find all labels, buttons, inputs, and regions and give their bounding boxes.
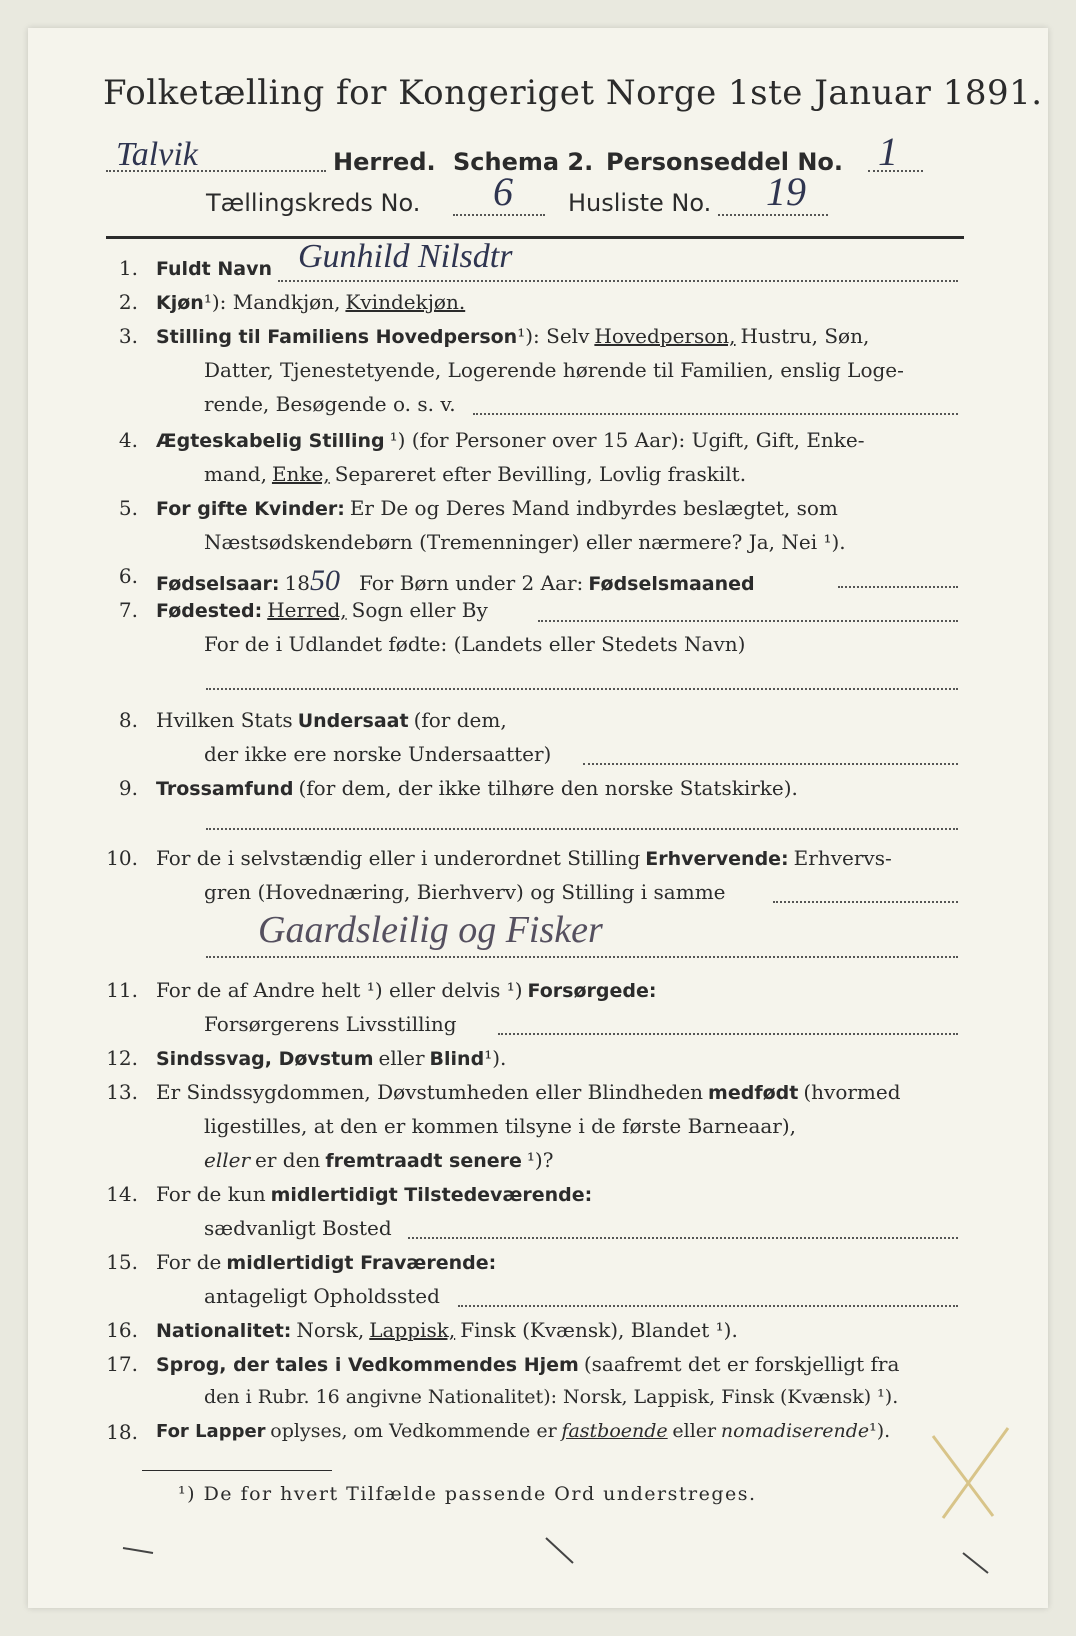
item-number: 10. <box>106 846 138 870</box>
ink-tick-mark <box>546 1538 573 1563</box>
q6-label: Fødselsaar: <box>156 573 280 595</box>
q8-text-b: (for dem, <box>413 708 507 732</box>
q18-text-b: eller <box>672 1420 717 1442</box>
form-title: Folketælling for Kongeriget Norge 1ste Januar 1891. <box>103 73 1043 113</box>
item-number: 14. <box>106 1182 138 1206</box>
item-number: 2. <box>118 290 138 314</box>
q12-label-b: Blind <box>429 1048 485 1070</box>
q13-line3-label: fremtraadt senere <box>325 1150 522 1172</box>
q13-line3-c: ¹)? <box>526 1148 554 1172</box>
q11-text-a: For de af Andre helt ¹) eller delvis ¹) <box>156 978 523 1002</box>
item-number: 9. <box>118 776 138 800</box>
q2-text: ¹): Mandkjøn, <box>203 290 341 314</box>
q11-line2: Forsørgerens Livsstilling <box>204 1012 457 1036</box>
q7-label: Fødested: <box>156 600 263 622</box>
q15-text: For de <box>156 1250 222 1274</box>
item-number: 17. <box>106 1352 138 1376</box>
q6-label2: Fødselsmaaned <box>588 573 755 595</box>
q10-text-a: For de i selvstændig eller i underordnet Stilling <box>156 846 641 870</box>
q3-text-b: Hustru, Søn, <box>740 324 870 348</box>
q18-tail: ¹). <box>869 1420 891 1442</box>
q10-line2: gren (Hovednæring, Bierhverv) og Stilling i samme <box>204 880 726 904</box>
herred-value: Talvik <box>116 136 198 173</box>
herred-label: Herred. <box>333 148 436 176</box>
q2-option-selected: Kvindekjøn. <box>345 290 466 314</box>
q3-label: Stilling til Familiens Hovedperson <box>156 326 518 348</box>
q13-line3-a: eller <box>204 1148 251 1172</box>
q10-label: Erhvervende: <box>645 848 789 870</box>
q17-text: (saafremt det er forskjelligt fra <box>583 1352 900 1376</box>
q9-label: Trossamfund <box>156 778 294 800</box>
item-number: 3. <box>118 324 138 348</box>
q4-option-selected: Enke, <box>271 462 330 486</box>
q6-answer-year: 50 <box>309 564 340 597</box>
q12-label-a: Sindssvag, Døvstum <box>156 1048 374 1070</box>
q3-option-selected: Hovedperson, <box>594 324 736 348</box>
q13-text-a: Er Sindssygdommen, Døvstumheden eller Blindheden <box>156 1080 704 1104</box>
q3-line2: Datter, Tjenestetyende, Logerende hørende til Familien, enslig Loge- <box>204 358 904 382</box>
ink-tick-mark <box>123 1548 153 1553</box>
q10-answer-occupation: Gaardsleilig og Fisker <box>258 909 603 951</box>
q15-line2: antageligt Opholdssted <box>204 1284 440 1308</box>
pencil-cross-stroke-1 <box>933 1436 993 1516</box>
q16-text-a: Norsk, <box>296 1318 365 1342</box>
q7-option-selected: Herred, <box>267 598 347 622</box>
schema-label: Schema 2. <box>453 148 594 176</box>
taellingskreds-value: 6 <box>493 169 513 214</box>
item-number: 12. <box>106 1046 138 1070</box>
q12-tail: ¹). <box>484 1046 507 1070</box>
q4-text: ¹) (for Personer over 15 Aar): Ugift, Gift, Enke- <box>389 428 865 452</box>
footnote: ¹) De for hvert Tilfælde passende Ord understreges. <box>178 1483 757 1505</box>
q13-line3-b: er den <box>255 1148 321 1172</box>
q16-text-b: Finsk (Kvænsk), Blandet ¹). <box>460 1318 738 1342</box>
pencil-marks <box>28 28 1048 1608</box>
q8-text-a: Hvilken Stats <box>156 708 293 732</box>
q16-label: Nationalitet: <box>156 1320 292 1342</box>
q18-italic: nomadiserende <box>720 1420 870 1442</box>
item-number: 16. <box>106 1318 138 1342</box>
q7-text: Sogn eller By <box>351 598 488 622</box>
q14-line2: sædvanligt Bosted <box>204 1216 392 1240</box>
q4-line2-a: mand, <box>204 462 267 486</box>
q1-label: Fuldt Navn <box>156 258 273 280</box>
item-number: 13. <box>106 1080 138 1104</box>
q7-line2: For de i Udlandet fødte: (Landets eller Stedets Navn) <box>204 632 746 656</box>
q15-label: midlertidigt Fraværende: <box>226 1252 497 1274</box>
q5-text: Er De og Deres Mand indbyrdes beslægtet, som <box>349 496 838 520</box>
personseddel-label: Personseddel No. <box>606 148 844 176</box>
q11-label: Forsørgede: <box>527 980 657 1002</box>
ink-tick-mark <box>963 1553 988 1573</box>
item-number: 5. <box>118 496 138 520</box>
q2-label: Kjøn <box>156 292 204 314</box>
q16-option-selected: Lappisk, <box>369 1318 456 1342</box>
census-form-page <box>28 28 1048 1608</box>
item-number: 1. <box>118 256 138 280</box>
q3-line3: rende, Besøgende o. s. v. <box>204 392 456 416</box>
q9-text: (for dem, der ikke tilhøre den norske Statskirke). <box>298 776 798 800</box>
q17-label: Sprog, der tales i Vedkommendes Hjem <box>156 1354 579 1376</box>
q4-line2-b: Separeret efter Bevilling, Lovlig fraskilt. <box>334 462 747 486</box>
q13-text-b: (hvormed <box>803 1080 901 1104</box>
item-number: 4. <box>118 428 138 452</box>
personseddel-value: 1 <box>878 129 898 174</box>
q12-text: eller <box>378 1046 425 1070</box>
q13-label: medfødt <box>708 1082 799 1104</box>
item-number: 15. <box>106 1250 138 1274</box>
q6-text: For Børn under 2 Aar: <box>358 571 584 595</box>
q18-option-selected: fastboende <box>561 1420 668 1442</box>
husliste-label: Husliste No. <box>568 189 712 217</box>
q13-line2: ligestilles, at den er kommen tilsyne i de første Barneaar), <box>204 1114 797 1138</box>
q14-text: For de kun <box>156 1182 266 1206</box>
pencil-cross-stroke-2 <box>943 1428 1008 1518</box>
q1-answer-name: Gunhild Nilsdtr <box>298 238 513 275</box>
husliste-value: 19 <box>766 169 806 214</box>
q4-label: Ægteskabelig Stilling <box>156 430 385 452</box>
item-number: 11. <box>106 978 138 1002</box>
q3-text-a: ¹): Selv <box>517 324 590 348</box>
q18-label: For Lapper <box>156 1421 266 1442</box>
item-number: 18. <box>106 1420 138 1444</box>
taellingskreds-label: Tællingskreds No. <box>206 189 421 217</box>
q14-label: midlertidigt Tilstedeværende: <box>270 1184 593 1206</box>
q5-label: For gifte Kvinder: <box>156 498 345 520</box>
q8-label: Undersaat <box>297 710 409 732</box>
q8-line2: der ikke ere norske Undersaatter) <box>204 742 552 766</box>
q6-prefix: 18 <box>284 571 310 595</box>
q5-line2: Næstsødskendebørn (Tremenninger) eller nærmere? Ja, Nei ¹). <box>204 530 846 554</box>
q17-line2: den i Rubr. 16 angivne Nationalitet): Norsk, Lappisk, Finsk (Kvænsk) ¹). <box>204 1386 899 1408</box>
q18-text-a: oplyses, om Vedkommende er <box>270 1420 557 1442</box>
q10-text-b: Erhvervs- <box>793 846 892 870</box>
item-number: 6. <box>118 564 138 588</box>
item-number: 8. <box>118 708 138 732</box>
item-number: 7. <box>118 598 138 622</box>
